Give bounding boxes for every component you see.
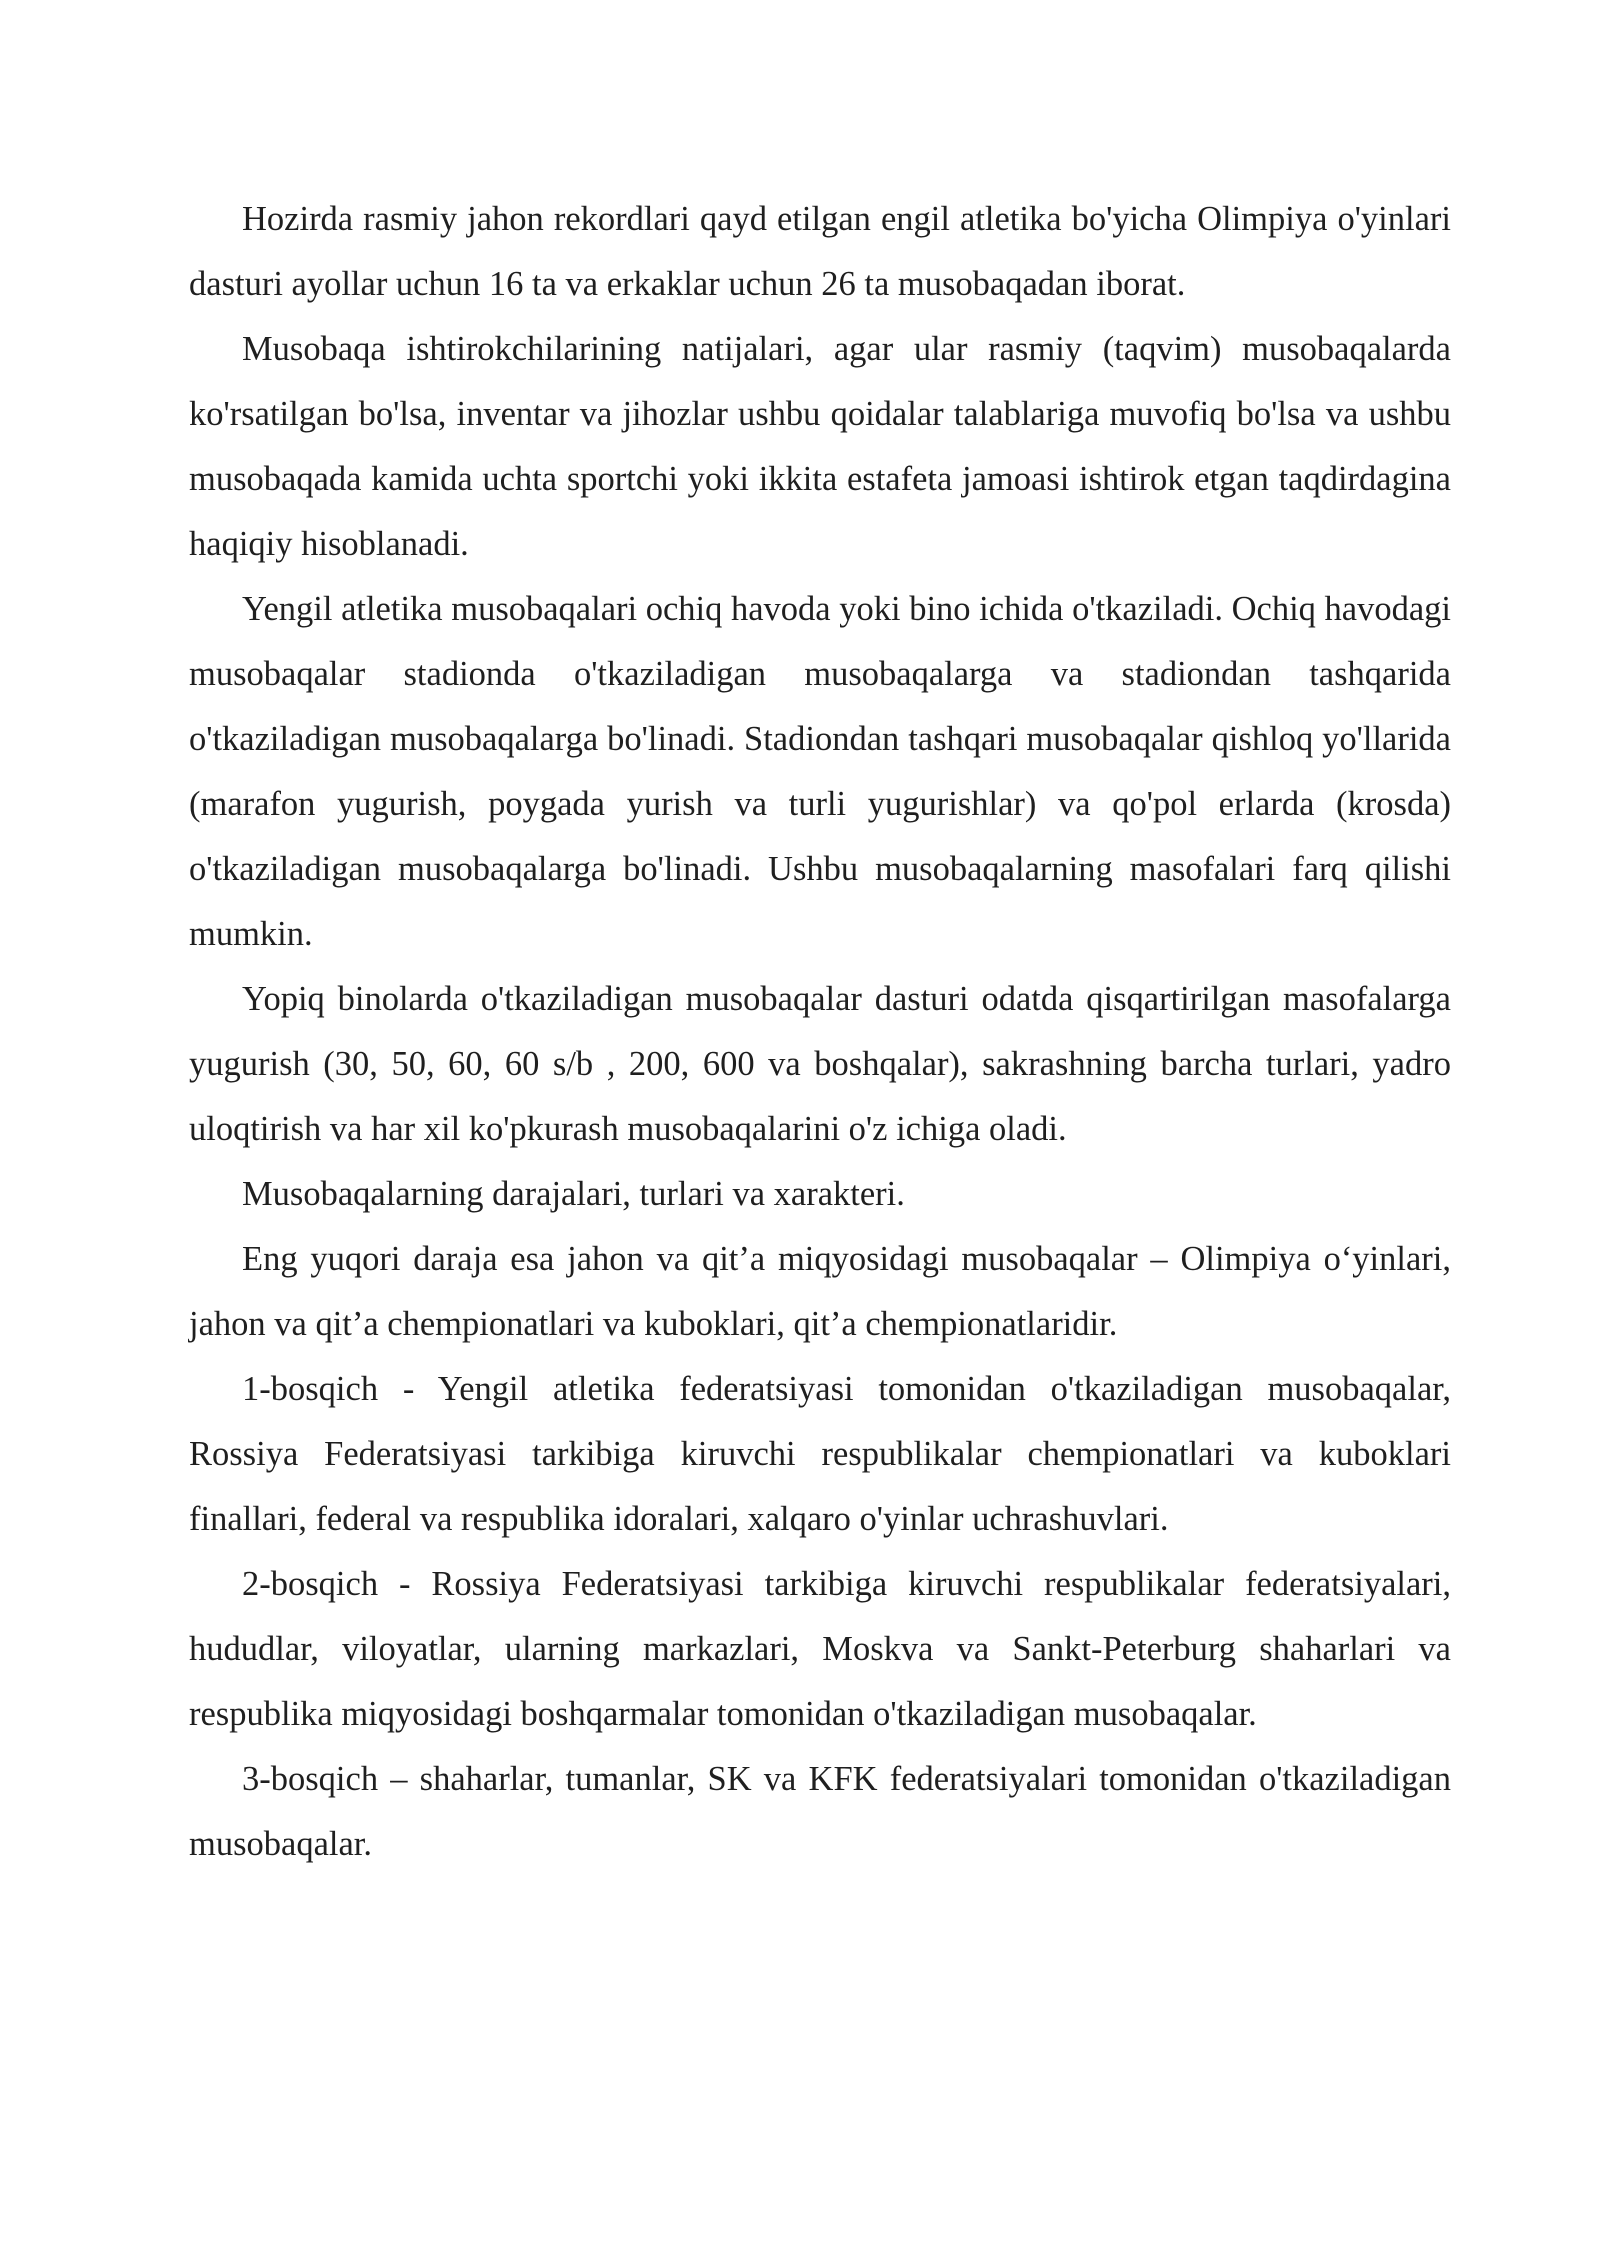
- paragraph-indoor-program: Yopiq binolarda o'tkaziladigan musobaqalar dasturi odatda qisqartirilgan masofalarga yugurish (30, 50, 60, 60 s/b , 200, 600 va boshqalar), sakrashning barcha turlari, yadro uloqtirish va har xil ko'pkurash musobaqalarini o'z ichiga oladi.: [189, 980, 1451, 1148]
- paragraph-outdoor-indoor: Yengil atletika musobaqalari ochiq havoda yoki bino ichida o'tkaziladi. Ochiq havodagi musobaqalar stadionda o'tkaziladigan musobaqalarga va stadiondan tashqarida o'tkaziladigan musobaqalarga bo'linadi. Stadiondan tashqari musobaqalar qishloq yo'llarida (marafon yugurish, poygada yurish va turli yugurishlar) va qo'pol erlarda (krosda) o'tkaziladigan musobaqalarga bo'linadi. Ushbu musobaqalarning masofalari farq qilishi mumkin.: [189, 590, 1451, 953]
- paragraph-stage-2: 2-bosqich - Rossiya Federatsiyasi tarkibiga kiruvchi respublikalar federatsiyalari, hududlar, viloyatlar, ularning markazlari, Moskva va Sankt-Peterburg shaharlari va respublika miqyosidagi boshqarmalar tomonidan o'tkaziladigan musobaqalar.: [189, 1565, 1451, 1733]
- paragraph-levels-heading: Musobaqalarning darajalari, turlari va xarakteri.: [242, 1175, 905, 1213]
- paragraph-stage-1: 1-bosqich - Yengil atletika federatsiyasi tomonidan o'tkaziladigan musobaqalar, Rossiya Federatsiyasi tarkibiga kiruvchi respublikalar chempionatlari va kuboklari finallari, federal va respublika idoralari, xalqaro o'yinlar uchrashuvlari.: [189, 1370, 1451, 1538]
- paragraph-olympic-program: Hozirda rasmiy jahon rekordlari qayd etilgan engil atletika bo'yicha Olimpiya o'yinlari dasturi ayollar uchun 16 ta va erkaklar uchun 26 ta musobaqadan iborat.: [189, 200, 1451, 303]
- paragraph-stage-3: 3-bosqich – shaharlar, tumanlar, SK va KFK federatsiyalari tomonidan o'tkaziladigan musobaqalar.: [189, 1760, 1451, 1863]
- document-body: [189, 187, 1451, 1877]
- paragraph-results-validity: Musobaqa ishtirokchilarining natijalari, agar ular rasmiy (taqvim) musobaqalarda ko'rsatilgan bo'lsa, inventar va jihozlar ushbu qoidalar talablariga muvofiq bo'lsa va ushbu musobaqada kamida uchta sportchi yoki ikkita estafeta jamoasi ishtirok etgan taqdirdagina haqiqiy hisoblanadi.: [189, 330, 1451, 563]
- paragraph-highest-level: Eng yuqori daraja esa jahon va qit’a miqyosidagi musobaqalar – Olimpiya o‘yinlari, jahon va qit’a chempionatlari va kuboklari, qit’a chempionatlaridir.: [189, 1240, 1451, 1343]
